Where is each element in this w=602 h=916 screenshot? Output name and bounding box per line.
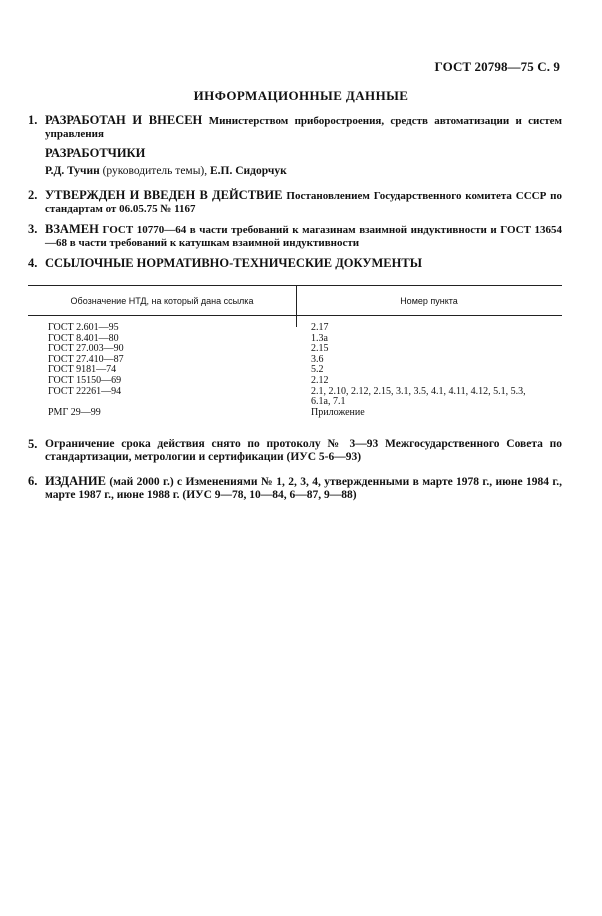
table-column-divider xyxy=(296,285,297,327)
table-header-document: Обозначение НТД, на который дана ссылка xyxy=(70,296,254,306)
table-cell-document: РМГ 29—99 xyxy=(48,406,101,418)
item-body: Постановлением Государственного комитета СССР по стандартам от 06.05.75 № 1167 xyxy=(45,190,563,215)
item-number: 3. xyxy=(28,222,38,236)
item-number: 6. xyxy=(28,474,38,488)
developers-list xyxy=(45,165,287,177)
item-validity xyxy=(28,438,562,464)
table-cell-document: ГОСТ 15150—69 xyxy=(48,374,122,386)
item-lead: ВЗАМЕН xyxy=(45,222,99,236)
item-text xyxy=(45,257,562,271)
table-row xyxy=(28,376,562,387)
item-number: 1. xyxy=(28,113,38,127)
table-cell-document: ГОСТ 27.410—87 xyxy=(48,353,124,365)
item-text xyxy=(45,438,562,464)
table-cell-clause: 2.1, 2.10, 2.12, 2.15, 3.1, 3.5, 4.1, 4.11, 4.12, 5.1, 5.3, 6.1а, 7.1 xyxy=(311,385,526,408)
references-table xyxy=(28,285,562,418)
table-cell-document: ГОСТ 8.401—80 xyxy=(48,332,119,344)
item-replaces xyxy=(28,223,562,250)
item-body: Ограничение срока действия снято по протоколу № 3—93 Межгосударственного Совета по стандартизации, метрологии и сертификации (ИУС 5-6—93) xyxy=(45,438,562,463)
table-row xyxy=(28,387,562,408)
developer-role: (руководитель темы), xyxy=(102,165,208,177)
item-number: 4. xyxy=(28,256,38,270)
page-header: ГОСТ 20798—75 С. 9 xyxy=(434,59,560,74)
table-cell-clause: 2.12 xyxy=(311,374,329,386)
table-row xyxy=(28,408,562,419)
page-title: ИНФОРМАЦИОННЫЕ ДАННЫЕ xyxy=(193,88,409,103)
developer-name: Е.П. Сидорчук xyxy=(210,165,287,177)
table-row xyxy=(28,323,562,334)
table-cell-document: ГОСТ 27.003—90 xyxy=(48,343,124,355)
item-approved xyxy=(28,189,562,216)
item-lead: УТВЕРЖДЕН И ВВЕДЕН В ДЕЙСТВИЕ xyxy=(45,188,283,202)
table-header-rule xyxy=(28,315,562,316)
item-edition xyxy=(28,475,562,502)
item-text xyxy=(45,189,562,216)
item-body: ГОСТ 10770—64 в части требований к магазинам взаимной индуктивности и ГОСТ 13654—68 в части требований к катушкам взаимной индуктивности xyxy=(45,224,562,249)
table-cell-document: ГОСТ 9181—74 xyxy=(48,364,117,376)
item-number: 2. xyxy=(28,188,38,202)
item-text xyxy=(45,223,562,250)
table-cell-document: ГОСТ 2.601—95 xyxy=(48,322,119,333)
item-lead: ССЫЛОЧНЫЕ НОРМАТИВНО-ТЕХНИЧЕСКИЕ ДОКУМЕНТЫ xyxy=(45,256,422,270)
item-text xyxy=(45,114,562,141)
item-developed xyxy=(28,114,562,141)
table-header-clause: Номер пункта xyxy=(400,296,458,306)
item-lead: РАЗРАБОТАН И ВНЕСЕН xyxy=(45,113,203,127)
table-cell-clause: 1.3а xyxy=(311,332,328,344)
table-cell-clause: 5.2 xyxy=(311,364,324,376)
item-number: 5. xyxy=(28,437,38,451)
table-top-rule xyxy=(28,285,562,286)
table-cell-clause: 2.17 xyxy=(311,322,329,333)
item-text xyxy=(45,475,562,502)
item-lead: ИЗДАНИЕ xyxy=(45,474,106,488)
item-body: Министерством приборостроения, средств автоматизации и систем управления xyxy=(45,115,562,140)
developer-name: Р.Д. Тучин xyxy=(45,165,100,177)
table-cell-clause: Приложение xyxy=(311,406,365,418)
item-body: (май 2000 г.) с Изменениями № 1, 2, 3, 4, утвержденными в марте 1978 г., июне 1984 г., марте 1987 г., июне 1988 г. (ИУС 9—78, 10—84, 6—87, 9—88) xyxy=(45,476,563,501)
table-cell-clause: 2.15 xyxy=(311,343,329,355)
table-cell-document: ГОСТ 22261—94 xyxy=(48,385,122,397)
table-cell-clause: 3.6 xyxy=(311,353,324,365)
table-body xyxy=(28,323,562,418)
developers-heading: РАЗРАБОТЧИКИ xyxy=(45,146,146,160)
item-references xyxy=(28,257,562,271)
